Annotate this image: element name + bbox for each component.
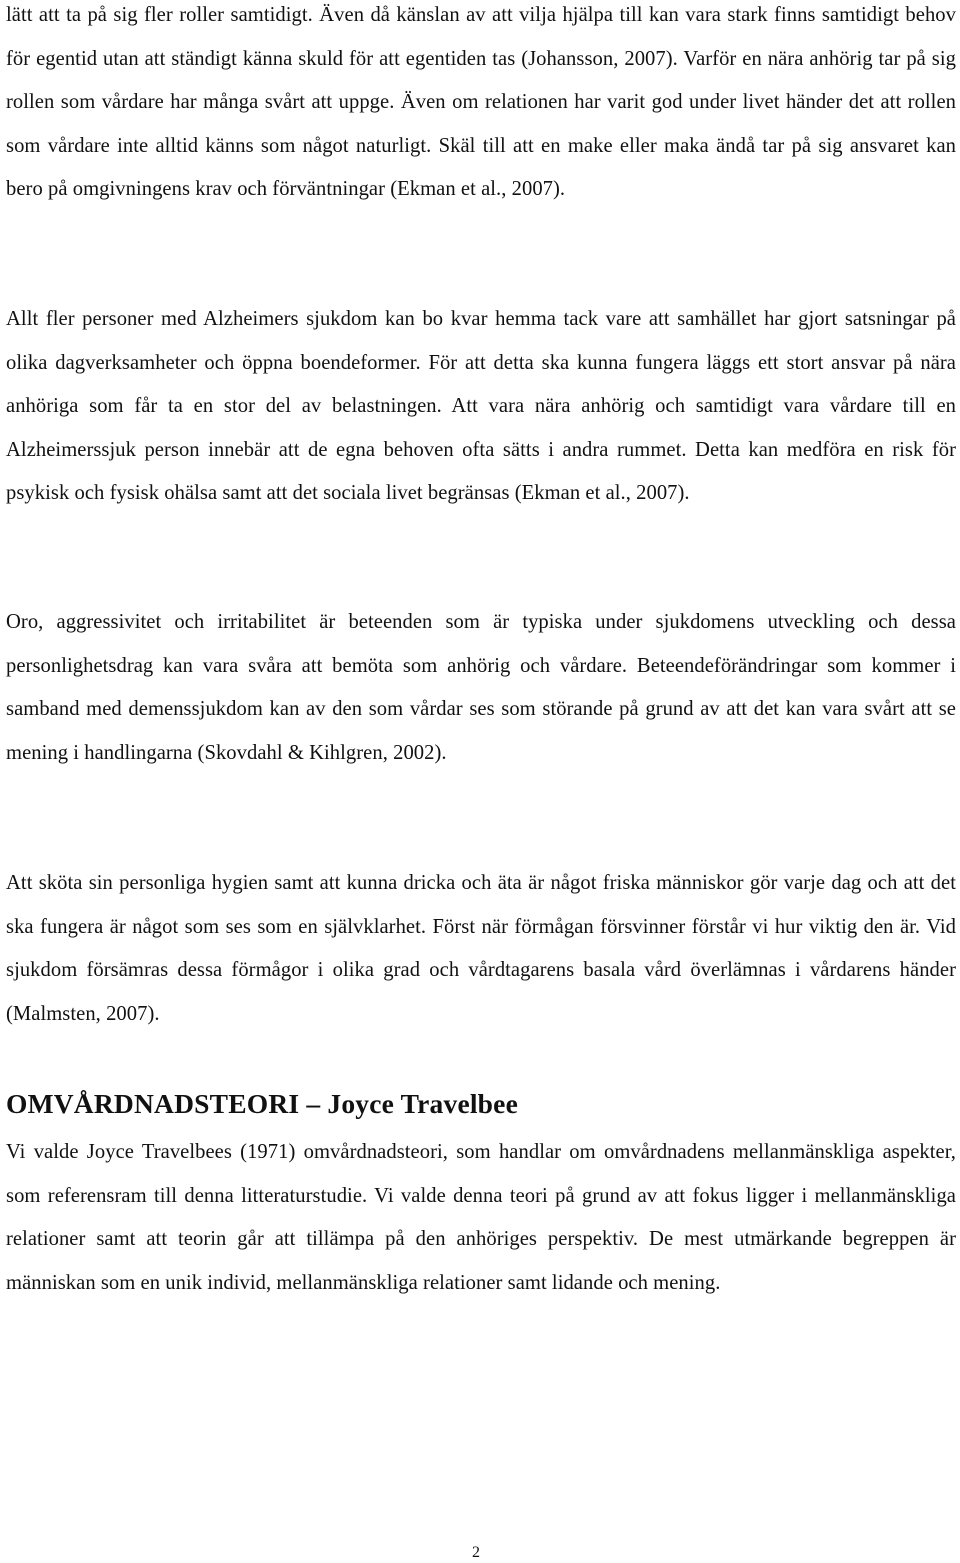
paragraph-home-care: Allt fler personer med Alzheimers sjukdom kan bo kvar hemma tack vare att samhället har gjort satsningar på olika dagverksamheter och öppna boendeformer. För att detta ska kunna fungera läggs ett stort ansvar på nära anhöriga som får ta en stor del av belastningen. Att vara nära anhörig och samtidigt vara vårdare till en Alzheimerssjuk person innebär att de egna behoven ofta sätts i andra rummet. Detta kan medföra en risk för psykisk och fysisk ohälsa samt att det sociala livet begränsas (Ekman et al., 2007). <box>6 308 956 505</box>
section-heading: OMVÅRDNADSTEORI – Joyce Travelbee <box>6 1088 518 1119</box>
paragraph-daily-care: Att sköta sin personliga hygien samt att kunna dricka och äta är något friska människor gör varje dag och att det ska fungera är något som ses som en självklarhet. Först när förmågan försvinner förstår vi hur viktig den är. Vid sjukdom försämras dessa förmågor i olika grad och vårdtagarens basala vård överlämnas i vårdarens händer (Malmsten, 2007). <box>6 872 956 1025</box>
paragraph-caregiver-roles: lätt att ta på sig fler roller samtidigt. Även då känslan av att vilja hjälpa till kan vara stark finns samtidigt behov för egentid utan att ständigt känna skuld för att egentiden tas (Johansson, 2007). Varför en nära anhörig tar på sig rollen som vårdare har många svårt att uppge. Även om relationen har varit god under livet händer det att rollen som vårdare inte alltid känns som något naturligt. Skäl till att en make eller maka ändå tar på sig ansvaret kan bero på omgivningens krav och förväntningar (Ekman et al., 2007). <box>6 4 956 201</box>
paragraph-nursing-theory: Vi valde Joyce Travelbees (1971) omvårdnadsteori, som handlar om omvårdnadens mellanmänskliga aspekter, som referensram till denna litteraturstudie. Vi valde denna teori på grund av att fokus ligger i mellanmänskliga relationer samt att teorin går att tillämpa på den anhöriges perspektiv. De mest utmärkande begreppen är människan som en unik individ, mellanmänskliga relationer samt lidande och mening. <box>6 1141 956 1294</box>
paragraph-behavior-changes: Oro, aggressivitet och irritabilitet är beteenden som är typiska under sjukdomens utveckling och dessa personlighetsdrag kan vara svåra att bemöta som anhörig och vårdare. Beteendeförändringar som kommer i samband med demenssjukdom kan av den som vårdar ses som störande på grund av att det kan vara svårt att se mening i handlingarna (Skovdahl & Kihlgren, 2002). <box>6 611 956 764</box>
page-number: 2 <box>472 1544 480 1561</box>
